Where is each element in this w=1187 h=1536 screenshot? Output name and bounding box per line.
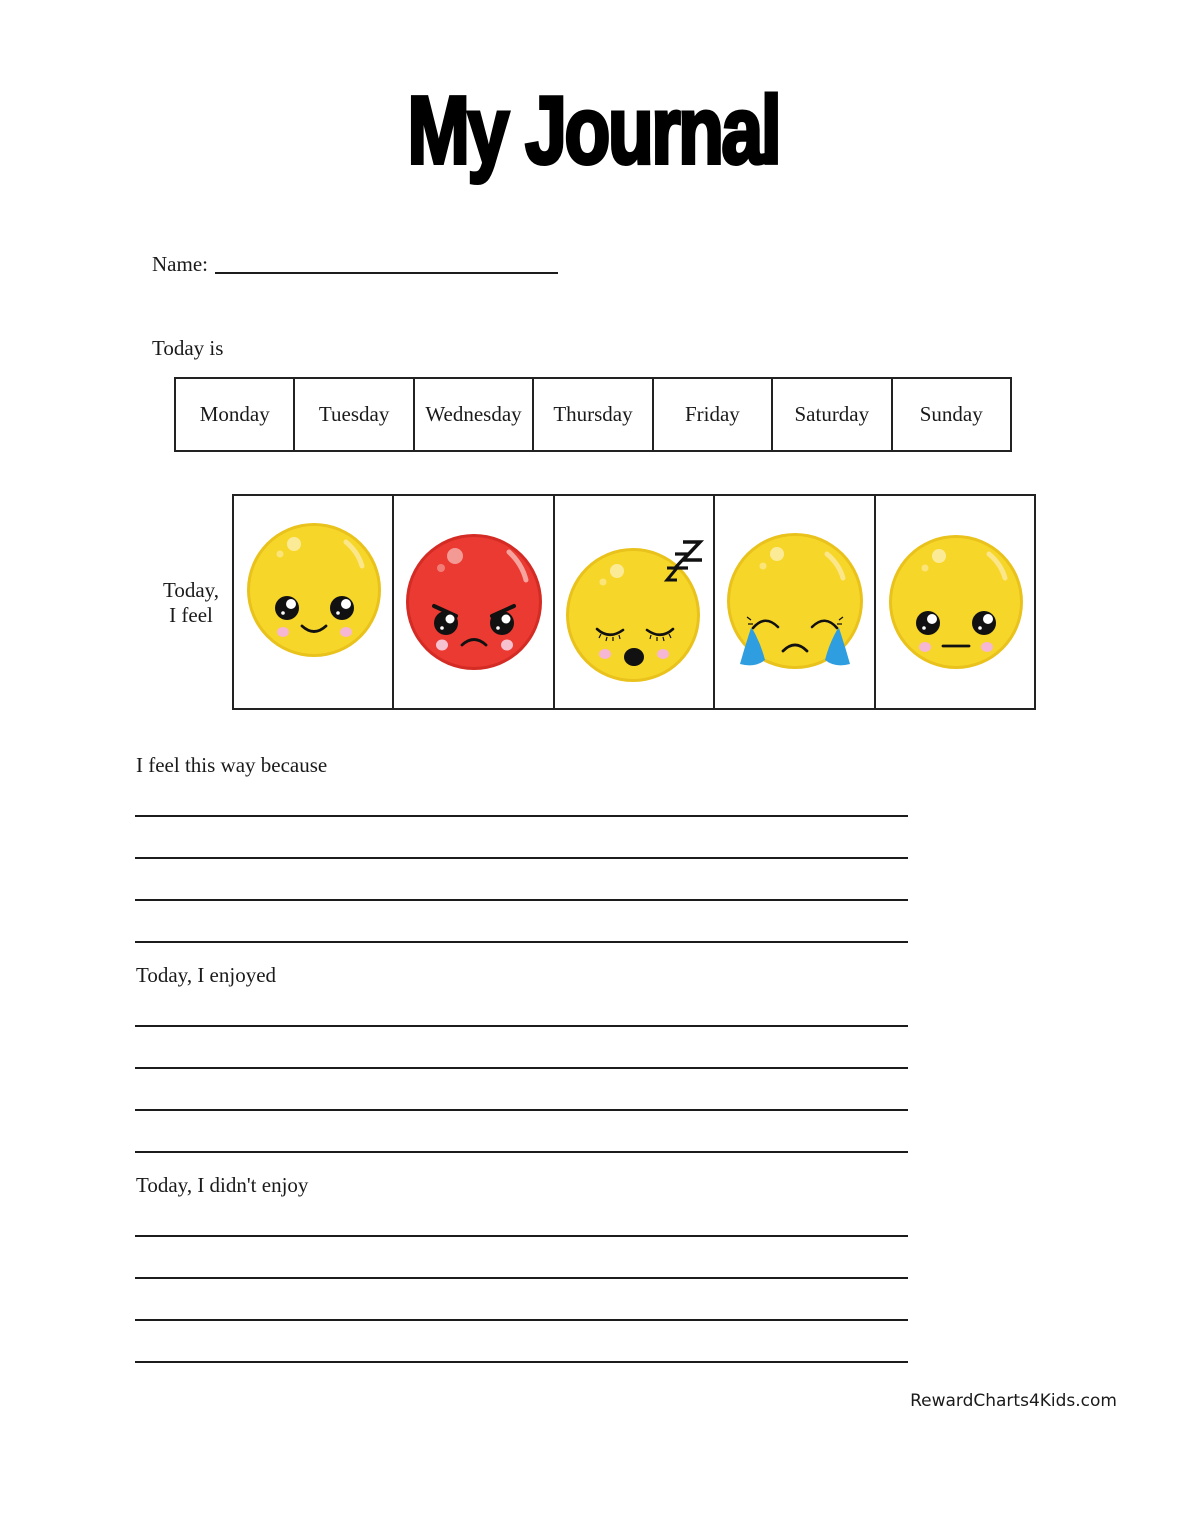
feeling-crying[interactable]	[715, 496, 875, 708]
didnt-enjoy-line-4[interactable]	[135, 1361, 908, 1363]
name-input-line[interactable]	[215, 272, 558, 274]
crying-face-icon	[715, 496, 875, 708]
enjoyed-line-3[interactable]	[135, 1109, 908, 1111]
day-friday[interactable]: Friday	[654, 379, 773, 450]
day-tuesday[interactable]: Tuesday	[295, 379, 414, 450]
feel-because-line-2[interactable]	[135, 857, 908, 859]
sleepy-face-icon	[555, 496, 715, 708]
section-didnt-enjoy-label: Today, I didn't enjoy	[136, 1173, 309, 1197]
footer-site-name: RewardCharts4Kids.com	[910, 1391, 1117, 1411]
enjoyed-line-4[interactable]	[135, 1151, 908, 1153]
didnt-enjoy-line-2[interactable]	[135, 1277, 908, 1279]
day-saturday[interactable]: Saturday	[773, 379, 892, 450]
today-is-label: Today is	[152, 336, 224, 360]
feeling-sleepy[interactable]	[555, 496, 715, 708]
feeling-happy[interactable]	[234, 496, 394, 708]
feel-label-line1: Today,	[162, 578, 220, 602]
days-table	[174, 377, 1012, 452]
name-label: Name:	[152, 252, 208, 276]
feel-because-line-1[interactable]	[135, 815, 908, 817]
angry-face-icon	[394, 496, 554, 708]
feeling-angry[interactable]	[394, 496, 554, 708]
feel-label	[150, 578, 232, 628]
page-title: My Journal	[407, 77, 780, 184]
day-monday[interactable]: Monday	[176, 379, 295, 450]
enjoyed-line-2[interactable]	[135, 1067, 908, 1069]
feeling-neutral[interactable]	[876, 496, 1034, 708]
feelings-table	[232, 494, 1036, 710]
feel-label-line2: I feel	[169, 603, 213, 627]
didnt-enjoy-line-3[interactable]	[135, 1319, 908, 1321]
day-thursday[interactable]: Thursday	[534, 379, 653, 450]
feel-because-line-3[interactable]	[135, 899, 908, 901]
enjoyed-line-1[interactable]	[135, 1025, 908, 1027]
neutral-face-icon	[876, 496, 1036, 708]
section-enjoyed-label: Today, I enjoyed	[136, 963, 277, 987]
happy-face-icon	[234, 496, 394, 708]
didnt-enjoy-line-1[interactable]	[135, 1235, 908, 1237]
day-sunday[interactable]: Sunday	[919, 402, 983, 426]
section-feel-because-label: I feel this way because	[136, 753, 328, 777]
day-wednesday[interactable]: Wednesday	[415, 379, 534, 450]
feel-because-line-4[interactable]	[135, 941, 908, 943]
